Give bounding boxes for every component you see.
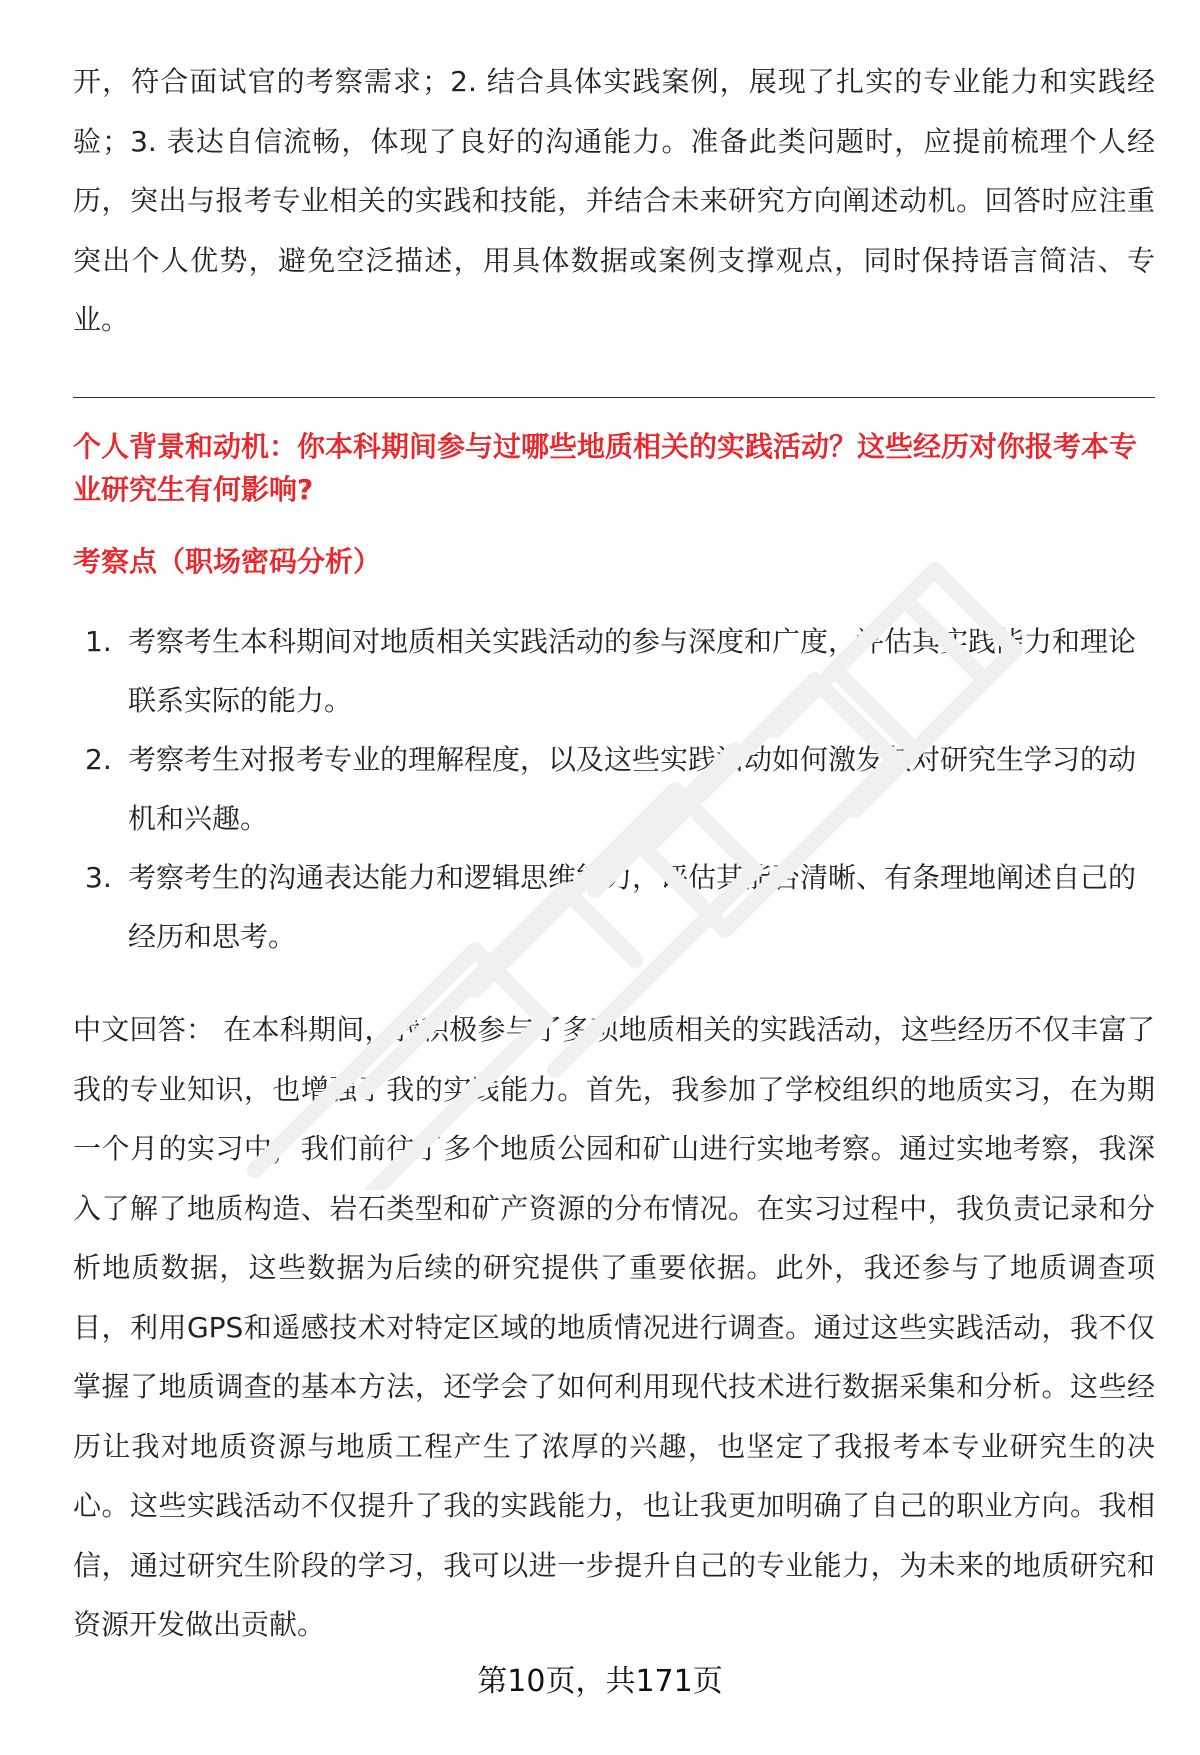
section-divider <box>73 397 1155 398</box>
assessment-point <box>73 612 1155 730</box>
point-number: 3. <box>85 861 112 894</box>
point-text: 考察考生的沟通表达能力和逻辑思维能力，评估其能否清晰、有条理地阐述自己的经历和思考。 <box>128 861 1137 953</box>
intro-paragraph: 开，符合面试官的考察需求；2. 结合具体实践案例，展现了扎实的专业能力和实践经验；3. 表达自信流畅，体现了良好的沟通能力。准备此类问题时，应提前梳理个人经历，突出与报考专业相关的实践和技能，并结合未来研究方向阐述动机。回答时应注重突出个人优势，避免空泛描述，用具体数据或案例支撑观点，同时保持语言简洁、专业。 <box>73 65 1155 336</box>
assessment-points-title: 考察点（职场密码分析） <box>73 545 382 578</box>
point-text: 考察考生本科期间对地质相关实践活动的参与深度和广度，评估其实践能力和理论联系实际的能力。 <box>128 625 1137 717</box>
answer-paragraph: 中文回答： 在本科期间，我积极参与了多项地质相关的实践活动，这些经历不仅丰富了我的专业知识，也增强了我的实践能力。首先，我参加了学校组织的地质实习，在为期一个月的实习中，我们前往了多个地质公园和矿山进行实地考察。通过实地考察，我深入了解了地质构造、岩石类型和矿产资源的分布情况。在实习过程中，我负责记录和分析地质数据，这些数据为后续的研究提供了重要依据。此外，我还参与了地质调查项目，利用GPS和遥感技术对特定区域的地质情况进行调查。通过这些实践活动，我不仅掌握了地质调查的基本方法，还学会了如何利用现代技术进行数据采集和分析。这些经历让我对地质资源与地质工程产生了浓厚的兴趣，也坚定了我报考本专业研究生的决心。这些实践活动不仅提升了我的实践能力，也让我更加明确了自己的职业方向。我相信，通过研究生阶段的学习，我可以进一步提升自己的专业能力，为未来的地质研究和资源开发做出贡献。 <box>73 1013 1155 1641</box>
assessment-point <box>73 848 1155 966</box>
point-number: 2. <box>85 743 112 776</box>
assessment-point <box>73 730 1155 848</box>
assessment-points-list <box>73 612 1155 966</box>
point-text: 考察考生对报考专业的理解程度，以及这些实践活动如何激发其对研究生学习的动机和兴趣。 <box>128 743 1137 835</box>
page-footer: 第10页，共171页 <box>477 1664 723 1699</box>
question-heading: 个人背景和动机：你本科期间参与过哪些地质相关的实践活动？这些经历对你报考本专业研究生有何影响? <box>73 430 1138 506</box>
point-number: 1. <box>85 625 112 658</box>
